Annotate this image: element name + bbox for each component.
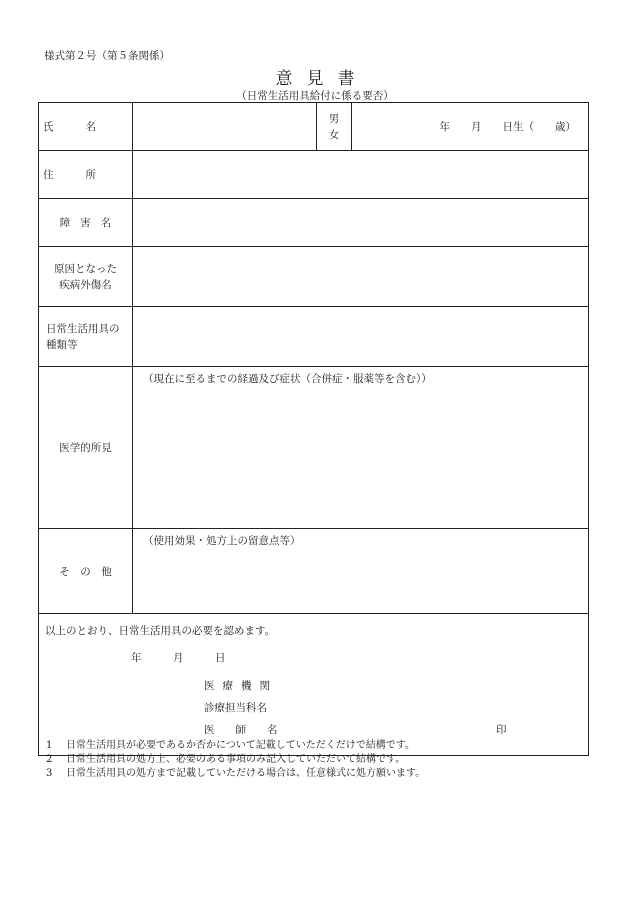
footnote-item <box>46 753 425 767</box>
medical-institution-label: 医療機関 <box>204 680 278 692</box>
birthdate-field[interactable] <box>352 103 589 151</box>
cause-label <box>39 247 133 307</box>
cause-label-line1: 原因となった <box>54 262 117 275</box>
certification-row <box>39 614 589 756</box>
footnote-item <box>46 767 425 781</box>
cause-row <box>39 247 589 307</box>
disability-field[interactable] <box>133 199 589 247</box>
footnote-number: 2 <box>46 754 53 765</box>
certification-statement: 以上のとおり、日常生活用具の必要を認めます。 <box>45 625 276 637</box>
department-label: 診療担当科名 <box>204 702 267 714</box>
equipment-label-line1: 日常生活用具の <box>46 322 120 335</box>
gender-field[interactable] <box>317 103 352 151</box>
certification-date[interactable]: 年 月 日 <box>131 652 226 664</box>
footnote-text: 日常生活用具の処方まで記載していただける場合は、任意様式に処方願います。 <box>66 768 426 779</box>
footnote-text: 日常生活用具の処方上、必要のある事項のみ記入していただいて結構です。 <box>66 754 406 765</box>
medical-row <box>39 367 589 529</box>
name-label: 氏名 <box>39 103 133 151</box>
equipment-label-line2: 種類等 <box>46 338 78 351</box>
form-number: 様式第２号（第５条関係） <box>44 50 170 62</box>
equipment-row <box>39 307 589 367</box>
equipment-field[interactable] <box>133 307 589 367</box>
gender-male-label: 男 <box>328 112 340 125</box>
address-field[interactable] <box>133 151 589 199</box>
other-label: そ の 他 <box>39 529 133 614</box>
address-label: 住所 <box>39 151 133 199</box>
other-note: （使用効果・処方上の留意点等） <box>143 535 301 547</box>
birthdate-text: 年 月 日生（ 歳） <box>439 121 576 133</box>
doctor-name-label: 医 師 名 <box>204 724 278 736</box>
name-field[interactable] <box>133 103 317 151</box>
seal-mark: 印 <box>496 724 507 736</box>
other-field[interactable] <box>133 529 589 614</box>
medical-note: （現在に至るまでの経過及び症状（合併症・服薬等を含む）） <box>143 373 432 385</box>
name-row <box>39 103 589 151</box>
address-row <box>39 151 589 199</box>
other-row <box>39 529 589 614</box>
medical-label: 医学的所見 <box>39 367 133 529</box>
certification-block <box>39 614 589 756</box>
gender-female-label: 女 <box>328 128 340 141</box>
footnote-text: 日常生活用具が必要であるか否かについて記載していただくだけで結構です。 <box>66 740 415 751</box>
footnote-number: 3 <box>46 768 53 779</box>
document-subtitle: （日常生活用具給付に係る要否） <box>236 90 394 102</box>
footnote-item <box>46 739 425 753</box>
medical-field[interactable] <box>133 367 589 529</box>
cause-label-line2: 疾病外傷名 <box>59 278 112 291</box>
footnotes <box>46 739 425 781</box>
footnote-number: 1 <box>46 740 53 751</box>
equipment-label <box>39 307 133 367</box>
document-title: 意見書 <box>275 69 369 89</box>
disability-label: 障害名 <box>39 199 133 247</box>
disability-row <box>39 199 589 247</box>
cause-field[interactable] <box>133 247 589 307</box>
opinion-form-table <box>38 102 589 756</box>
